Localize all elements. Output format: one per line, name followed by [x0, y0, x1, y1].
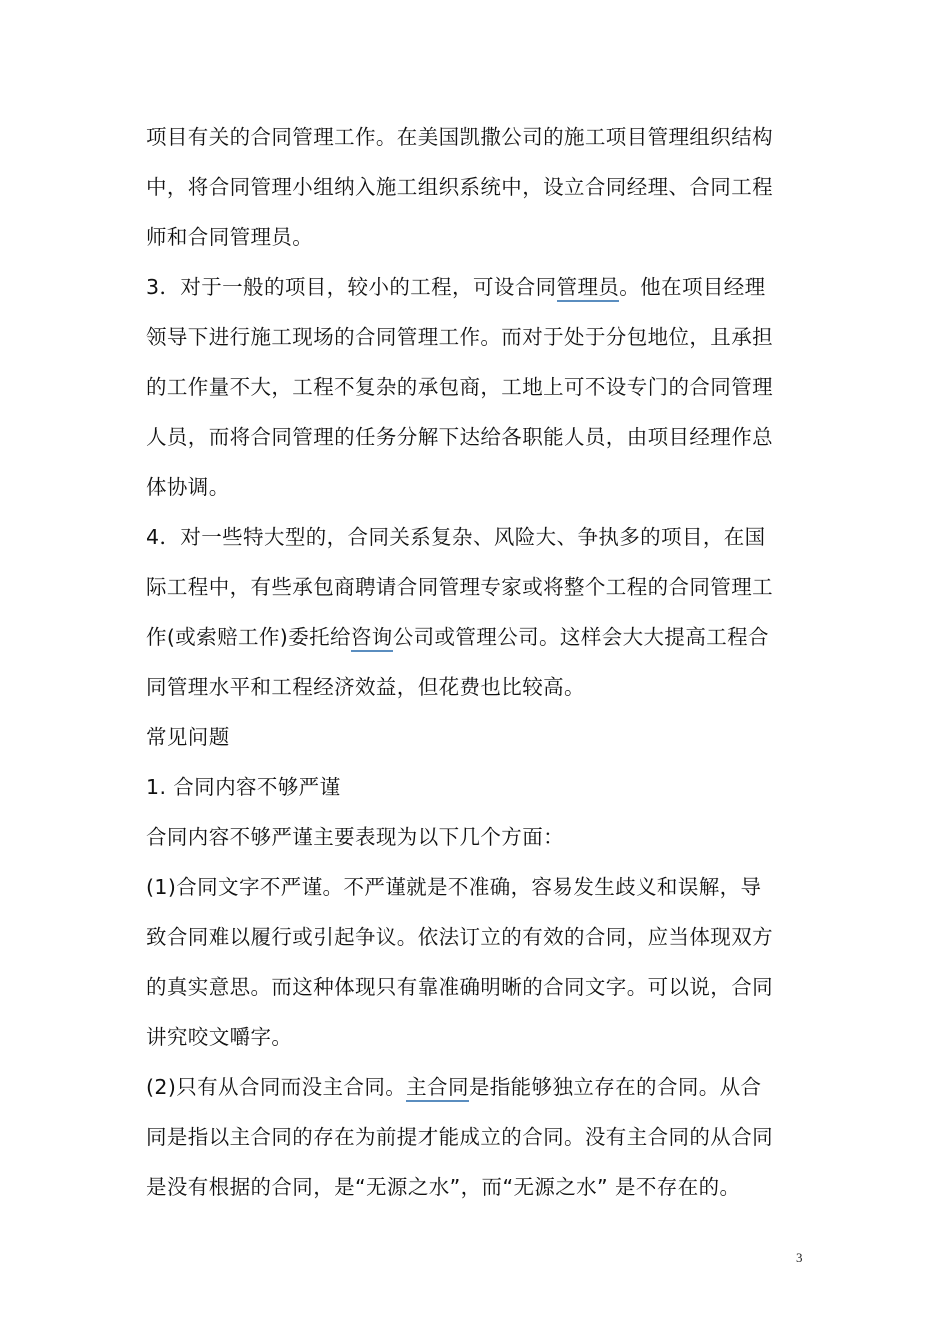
- text-line: [146, 962, 808, 1012]
- text-segment: 体协调。: [146, 475, 230, 499]
- text-segment: 同管理水平和工程经济效益，但花费也比较高。: [146, 675, 585, 699]
- text-line: [146, 812, 808, 862]
- text-line: [146, 262, 808, 312]
- text-segment: 师和合同管理员。: [146, 225, 314, 249]
- text-segment: 3．对于一般的项目，较小的工程，可设合同: [146, 275, 557, 299]
- text-line: [146, 1162, 808, 1212]
- text-line: [146, 712, 808, 762]
- text-segment: (2)只有从合同而没主合同。: [146, 1075, 407, 1099]
- text-segment: 作(或索赔工作)委托给: [146, 625, 351, 649]
- text-segment: 同是指以主合同的存在为前提才能成立的合同。没有主合同的从合同: [146, 1125, 773, 1149]
- text-line: [146, 462, 808, 512]
- text-segment: 公司或管理公司。这样会大大提高工程合: [392, 625, 769, 649]
- text-segment: 是指能够独立存在的合同。从合: [468, 1075, 762, 1099]
- text-line: [146, 412, 808, 462]
- keyword-link[interactable]: 主合同: [406, 1075, 469, 1102]
- text-segment: 是没有根据的合同，是“无源之水”，而“无源之水” 是不存在的。: [146, 1175, 741, 1199]
- text-line: [146, 862, 808, 912]
- text-segment: 1. 合同内容不够严谨: [146, 775, 341, 799]
- text-segment: 的工作量不大，工程不复杂的承包商，工地上可不设专门的合同管理: [146, 375, 773, 399]
- text-line: [146, 312, 808, 362]
- text-line: [146, 612, 808, 662]
- text-segment: 常见问题: [146, 725, 230, 749]
- text-line: [146, 1012, 808, 1062]
- text-segment: 致合同难以履行或引起争议。依法订立的有效的合同，应当体现双方: [146, 925, 773, 949]
- keyword-link[interactable]: 咨询: [351, 625, 393, 652]
- text-line: [146, 512, 808, 562]
- text-line: [146, 112, 808, 162]
- text-segment: 项目有关的合同管理工作。在美国凯撒公司的施工项目管理组织结构: [146, 125, 773, 149]
- text-segment: 中，将合同管理小组纳入施工组织系统中，设立合同经理、合同工程: [146, 175, 773, 199]
- text-segment: (1)合同文字不严谨。不严谨就是不准确，容易发生歧义和误解，导: [146, 875, 762, 899]
- page-number: 3: [796, 1250, 803, 1265]
- text-line: [146, 1062, 808, 1112]
- text-line: [146, 912, 808, 962]
- text-line: [146, 162, 808, 212]
- keyword-link[interactable]: 管理员: [557, 275, 620, 302]
- text-segment: 讲究咬文嚼字。: [146, 1025, 293, 1049]
- text-line: [146, 362, 808, 412]
- text-segment: 合同内容不够严谨主要表现为以下几个方面：: [146, 825, 564, 849]
- text-line: [146, 662, 808, 712]
- text-segment: 领导下进行施工现场的合同管理工作。而对于处于分包地位，且承担: [146, 325, 773, 349]
- text-segment: 4．对一些特大型的，合同关系复杂、风险大、争执多的项目，在国: [146, 525, 766, 549]
- text-line: [146, 762, 808, 812]
- text-line: [146, 212, 808, 262]
- text-line: [146, 1112, 808, 1162]
- text-segment: 际工程中，有些承包商聘请合同管理专家或将整个工程的合同管理工: [146, 575, 773, 599]
- text-line: [146, 562, 808, 612]
- text-segment: 的真实意思。而这种体现只有靠准确明晰的合同文字。可以说，合同: [146, 975, 773, 999]
- text-segment: 人员，而将合同管理的任务分解下达给各职能人员，由项目经理作总: [146, 425, 773, 449]
- body-text: [146, 112, 808, 1212]
- text-segment: 。他在项目经理: [619, 275, 766, 299]
